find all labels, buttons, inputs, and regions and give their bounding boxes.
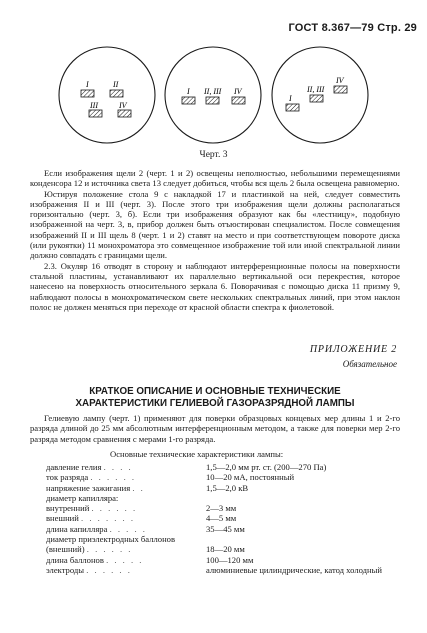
spec-leader-dots: . . . . . . . <box>81 513 135 524</box>
spec-label-text: диаметр приэлектродных баллонов <box>46 534 176 545</box>
spec-label-text: внешний <box>46 513 79 524</box>
section-title-line-2: ХАРАКТЕРИСТИКИ ГЕЛИЕВОЙ ГАЗОРАЗРЯДНОЙ ЛАМПЫ <box>75 398 355 409</box>
body-paragraphs <box>30 168 400 312</box>
label-a-iii: III <box>90 101 98 110</box>
circle-a-outline <box>59 47 155 143</box>
spec-label <box>46 555 206 565</box>
intro-block <box>30 413 400 444</box>
paragraph-2-3-interference: 2.3. Окуляр 16 отводят в сторону и наблюдают интерференционные полосы на поверхности стальной пластины, устанавливают их параллельно вертикальной оси перекрестия, которое нанесено на поверхность относительного зеркала 6. Поворачивая с помощью диска 11 призму 9, наблюдают полосы в монохроматическом свете нескольких спектральных линий, при этом наклон полос не должен меняться при переходе от красной области спектра к фиолетовой. <box>30 260 400 312</box>
paragraph-slit-illumination: Если изображения щели 2 (черт. 1 и 2) освещены неполностью, небольшими перемещениями конденсора 12 и источника света 13 следует добиться, чтобы вся щель 2 была освещена равномерно. <box>30 168 400 189</box>
label-b-ii-iii: II, III <box>204 87 222 96</box>
spec-leader-dots: . . <box>132 482 145 493</box>
intro-paragraph: Гелиевую лампу (черт. 1) применяют для поверки образцовых концевых мер длины 1 и 2-го разряда длиной до 25 мм абсолютным интерференционным методом, а также для поверки мер 2-го разряда методом сравнения с мерами 1-го разряда. <box>30 413 400 444</box>
spec-leader-dots: . . . . . . <box>86 564 132 575</box>
spec-label <box>46 483 206 493</box>
section-title-line-1: КРАТКОЕ ОПИСАНИЕ И ОСНОВНЫЕ ТЕХНИЧЕСКИЕ <box>89 386 341 397</box>
spec-row <box>46 565 391 575</box>
slit-image-ii-iii <box>206 97 219 104</box>
spec-value: алюминиевые цилиндрические, катод холодный <box>206 564 383 575</box>
slit-image-i <box>286 104 299 111</box>
spec-value: 1,5—2,0 кВ <box>206 482 249 493</box>
spec-label <box>46 513 206 523</box>
spec-label-text: внутренний <box>46 503 90 514</box>
spec-row <box>46 493 391 503</box>
spec-label-text: диаметр капилляра: <box>46 492 119 503</box>
circle-c <box>272 47 368 143</box>
spec-leader-dots: . . . . <box>103 462 133 472</box>
appendix-subtitle: Обязательное <box>342 359 397 369</box>
slit-image-iv <box>334 86 347 93</box>
spec-label-text: длина капилляра <box>46 523 108 534</box>
spec-leader-dots: . . . . . . <box>86 544 133 555</box>
spec-label <box>46 565 206 575</box>
slit-image-iii <box>89 110 102 117</box>
spec-value <box>206 493 391 503</box>
spec-row <box>46 462 391 472</box>
spec-value: 1,5—2,0 мм рт. ст. (200—270 Па) <box>206 462 327 472</box>
spec-label <box>46 462 206 472</box>
slit-image-i <box>182 97 195 104</box>
spec-label <box>46 544 206 554</box>
circle-a <box>59 47 155 143</box>
spec-row <box>46 472 391 482</box>
spec-label-text: электроды <box>46 564 85 575</box>
spec-label-text: ток разряда <box>46 472 89 483</box>
figure-3 <box>0 40 427 150</box>
page-header: ГОСТ 8.367—79 Стр. 29 <box>288 22 417 34</box>
label-a-ii: II <box>113 80 119 89</box>
spec-label <box>46 503 206 513</box>
spec-value: 4—5 мм <box>206 513 237 524</box>
spec-label-text: длина баллонов <box>46 554 104 565</box>
label-c-iv: IV <box>336 76 344 85</box>
circle-b <box>165 47 261 143</box>
spec-leader-dots: . . . . . . <box>90 472 137 483</box>
slit-image-ii-iii <box>310 95 323 102</box>
spec-row <box>46 534 391 544</box>
label-a-i: I <box>86 80 89 89</box>
label-c-i: I <box>289 94 292 103</box>
slit-image-ii <box>110 90 123 97</box>
appendix-title: ПРИЛОЖЕНИЕ 2 <box>309 344 397 355</box>
label-a-iv: IV <box>119 101 127 110</box>
slit-image-iv <box>232 97 245 104</box>
spec-row <box>46 524 391 534</box>
spec-value <box>206 534 391 544</box>
section-title <box>30 386 400 410</box>
spec-row <box>46 555 391 565</box>
specs-table <box>46 462 391 575</box>
spec-label-text: (внешний) <box>46 544 85 555</box>
spec-value: 18—20 мм <box>206 544 245 555</box>
spec-label-text: напряжение зажигания <box>46 482 131 493</box>
label-b-iv: IV <box>234 87 242 96</box>
specs-header: Основные технические характеристики лампы: <box>110 449 284 459</box>
slit-image-iv <box>118 110 131 117</box>
spec-leader-dots: . . . . . . <box>91 503 138 514</box>
paragraph-table-adjustment: Юстируя положение стола 9 с накладкой 17 и пластинкой на ней, следует совместить изображения II и III (черт. 3). После этого три изображения щели должны располагаться горизонтально (черт. 3, б). Если три изображения образуют как бы «лестницу», подобную изображенной на черт. 3, в, прибор должен быть отъюстирован специалистом. После совмещения изображений II и III щель 8 (черт. 1 и 2) ставят на место и при соответствующем повороте диска (или рукоятки) 11 монохроматора это совмещенное изображение той или иной спектральной линии должно совпадать с границами щели. <box>30 188 400 261</box>
label-c-ii-iii: II, III <box>307 85 325 94</box>
spec-value: 10—20 мА, постоянный <box>206 472 295 483</box>
spec-leader-dots: . . . . . <box>106 554 144 565</box>
figure-caption: Черт. 3 <box>199 150 228 160</box>
spec-label <box>46 493 206 503</box>
label-b-i: I <box>187 87 190 96</box>
spec-row <box>46 513 391 523</box>
spec-leader-dots: . . . . . <box>109 523 147 534</box>
spec-row <box>46 483 391 493</box>
spec-value: 35—45 мм <box>206 523 245 534</box>
spec-label <box>46 534 206 544</box>
spec-value: 2—3 мм <box>206 503 237 514</box>
slit-image-i <box>81 90 94 97</box>
spec-label-text: давление гелия <box>46 462 102 472</box>
spec-row <box>46 544 391 554</box>
spec-label <box>46 472 206 482</box>
spec-label <box>46 524 206 534</box>
spec-row <box>46 503 391 513</box>
spec-value: 100—120 мм <box>206 554 254 565</box>
